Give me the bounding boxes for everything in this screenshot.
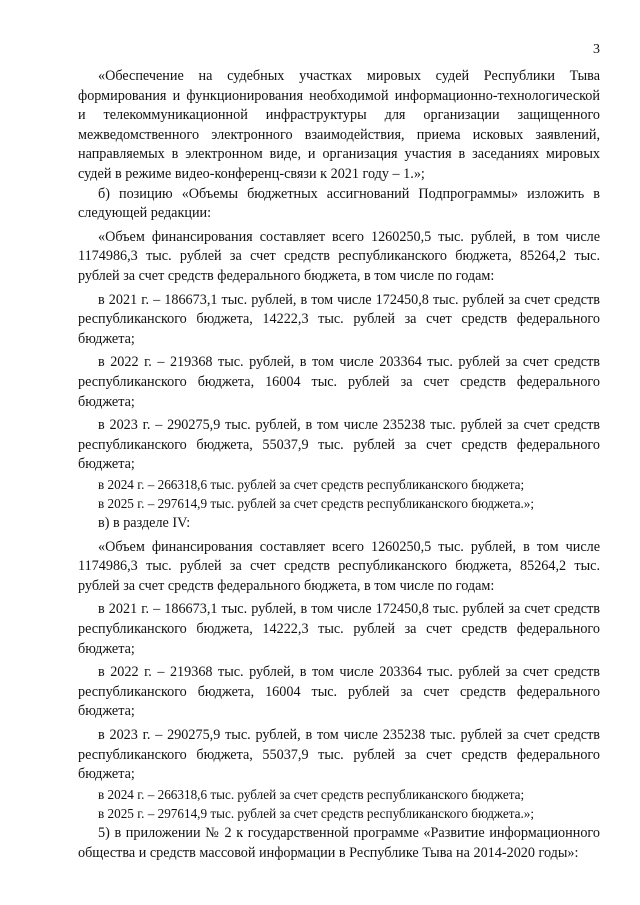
page-number: 3 bbox=[593, 42, 600, 57]
paragraph-year-2023-section-iv: в 2023 г. – 290275,9 тыс. рублей, в том числе 235238 тыс. рублей за счет средств республиканского бюджета, 55037,9 тыс. рублей за счет средств федерального бюджета; bbox=[78, 727, 600, 783]
paragraph-funding-total: «Объем финансирования составляет всего 1260250,5 тыс. рублей, в том числе 1174986,3 тыс. рублей за счет средств республиканского бюджета, 85264,2 тыс. рублей за счет средств федерального бюджета, в том числе по годам: bbox=[78, 228, 600, 284]
paragraph-year-2021: в 2021 г. – 186673,1 тыс. рублей, в том числе 172450,8 тыс. рублей за счет средств республиканского бюджета, 14222,3 тыс. рублей за счет средств федерального бюджета; bbox=[78, 291, 600, 347]
paragraph-item-5: 5) в приложении № 2 к государственной программе «Развитие информационного общества и средств массовой информации в Республике Тыва на 2014-2020 годы»: bbox=[78, 824, 600, 861]
paragraph-year-2025-section-iv: в 2025 г. – 297614,9 тыс. рублей за счет средств республиканского бюджета.»; bbox=[98, 806, 535, 822]
paragraph-year-2021-section-iv: в 2021 г. – 186673,1 тыс. рублей, в том числе 172450,8 тыс. рублей за счет средств республиканского бюджета, 14222,3 тыс. рублей за счет средств федерального бюджета; bbox=[78, 601, 600, 657]
paragraph-year-2024: в 2024 г. – 266318,6 тыс. рублей за счет средств республиканского бюджета; bbox=[98, 476, 525, 492]
paragraph-year-2023: в 2023 г. – 290275,9 тыс. рублей, в том числе 235238 тыс. рублей за счет средств республиканского бюджета, 55037,9 тыс. рублей за счет средств федерального бюджета; bbox=[78, 417, 600, 473]
paragraph-year-2022: в 2022 г. – 219368 тыс. рублей, в том числе 203364 тыс. рублей за счет средств республиканского бюджета, 16004 тыс. рублей за счет средств федерального бюджета; bbox=[78, 354, 600, 410]
paragraph-funding-total-section-iv: «Объем финансирования составляет всего 1260250,5 тыс. рублей, в том числе 1174986,3 тыс. рублей за счет средств республиканского бюджета, 85264,2 тыс. рублей за счет средств федерального бюджета, в том числе по годам: bbox=[78, 538, 600, 594]
paragraph-year-2025: в 2025 г. – 297614,9 тыс. рублей за счет средств республиканского бюджета.»; bbox=[98, 496, 535, 512]
paragraph-item-b: б) позицию «Объемы бюджетных ассигнований Подпрограммы» изложить в следующей редакции: bbox=[78, 185, 600, 222]
paragraph-year-2022-section-iv: в 2022 г. – 219368 тыс. рублей, в том числе 203364 тыс. рублей за счет средств республиканского бюджета, 16004 тыс. рублей за счет средств федерального бюджета; bbox=[78, 664, 600, 720]
paragraph-item-v: в) в разделе IV: bbox=[98, 515, 191, 532]
document-body bbox=[78, 67, 600, 863]
paragraph-year-2024-section-iv: в 2024 г. – 266318,6 тыс. рублей за счет средств республиканского бюджета; bbox=[98, 786, 525, 802]
paragraph-goal-text: «Обеспечение на судебных участках мировых судей Республики Тыва формирования и функционирования необходимой информационно-технологической и телекоммуникационной инфраструктуры для организации защищенного межведомственного электронного взаимодействия, приема исковых заявлений, направляемых в электронном виде, и организация участия в заседаниях мировых судей в режиме видео-конференц-связи к 2021 году – 1.»; bbox=[78, 68, 600, 182]
